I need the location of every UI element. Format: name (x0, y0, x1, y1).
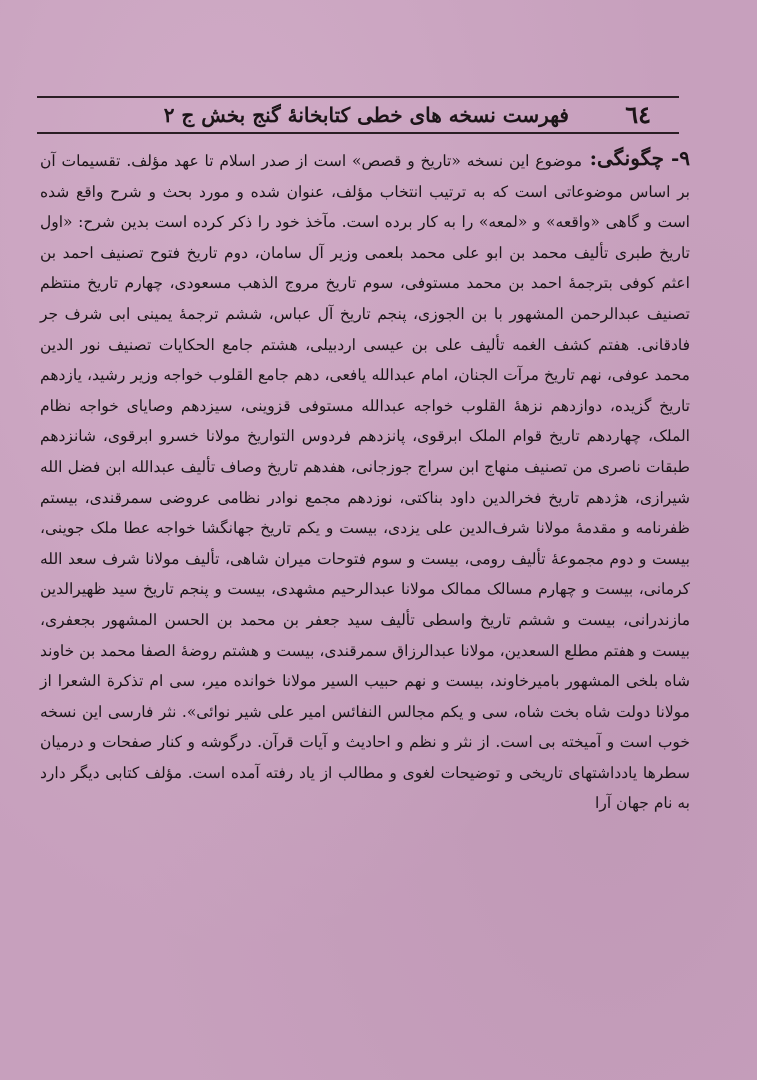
entry-body-text: موضوع این نسخه «تاریخ و قصص» است از صدر اسلام تا عهد مؤلف. تقسیمات آن بر اساس موضوعاتی است که به ترتیب انتخاب مؤلف، عنوان شده و مورد بحث و شرح واقع شده است و گاهی «واقعه» و «لمعه» را به کار برده است. مآخذ خود را ذکر کرده است بدین شرح: «اول تاریخ طبری تألیف محمد بن ابو علی محمد بلعمی وزیر آل سامان، دوم تاریخ فتوح تصنیف احمد بن اعثم کوفی بترجمهٔ احمد بن محمد مستوفی، سوم تاریخ مروج الذهب مسعودی، چهارم تاریخ منتظم تصنیف عبدالرحمن المشهور با بن الجوزی، پنجم تاریخ آل عباس، ششم ترجمهٔ یمینی ابی شرف جر فادقانی. هفتم کشف الغمه تألیف علی بن عیسی اردبیلی، هشتم جامع الحکایات تصنیف نور الدین محمد عوفی، نهم تاریخ مرآت الجنان، امام عبدالله یافعی، دهم جامع القلوب خواجه وزیر رشید، یازدهم تاریخ گزیده، دوازدهم نزههٔ القلوب خواجه عبدالله مستوفی قزوینی، سیزدهم وصایای خواجه نظام الملک، چهاردهم تاریخ قوام الملک ابرقوی، پانزدهم فردوس التواریخ مولانا خسرو ابرقوی، شانزدهم طبقات ناصری من تصنیف منهاج ابن سراج جوزجانی، هفدهم تاریخ وصاف تألیف عبدالله ابن فضل الله شیرازی، هژدهم تاریخ فخرالدین داود بناکتی، نوزدهم مجمع نوادر نظامی عروضی سمرقندی، بیستم ظفرنامه و مقدمهٔ مولانا شرف‌الدین علی یزدی، بیست و یکم تاریخ جهانگشا خواجه عطا ملک جوینی، بیست و دوم مجموعهٔ تألیف رومی، بیست و سوم فتوحات میران شاهی، تألیف مولانا شرف سعد الله کرمانی، بیست و چهارم مسالک ممالک مولانا عبدالرحیم مشهدی، بیست و پنجم تاریخ سید ظهیرالدین مازندرانی، بیست و ششم تاریخ واسطی تألیف سید جعفر بن محمد بن الحسن المشهور بجعفری، بیست و هفتم مطلع السعدین، مولانا عبدالرزاق سمرقندی، بیست و هشتم روضهٔ الصفا محمد بن خاوند شاه بلخی المشهور بامیرخاوند، بیست و نهم حبیب السیر مولانا خوانده میر، سی ام تذکرة الشعرا از مولانا دولت شاه بخت شاه، سی و یکم مجالس النفائس امیر علی شیر نوائی». نثر فارسی این نسخه خوب است و آمیخته بی است. از نثر و نظم و احادیث و آیات قرآن. درگوشه و کنار صفحات و درمیان سطرها یادداشتهای تاریخی و توضیحات لغوی و مطالب از یاد رفته آمده است. مؤلف کتابی دیگر دارد به نام جهان آرا (40, 152, 690, 813)
catalog-entry (40, 146, 690, 1026)
header-title: فهرست نسخه های خطی کتابخانهٔ گنج بخش ج ۲ (163, 103, 569, 127)
entry-label: ۹- چگونگی: (589, 146, 690, 170)
running-header (37, 96, 679, 134)
page-number: ٦٤ (625, 100, 651, 129)
